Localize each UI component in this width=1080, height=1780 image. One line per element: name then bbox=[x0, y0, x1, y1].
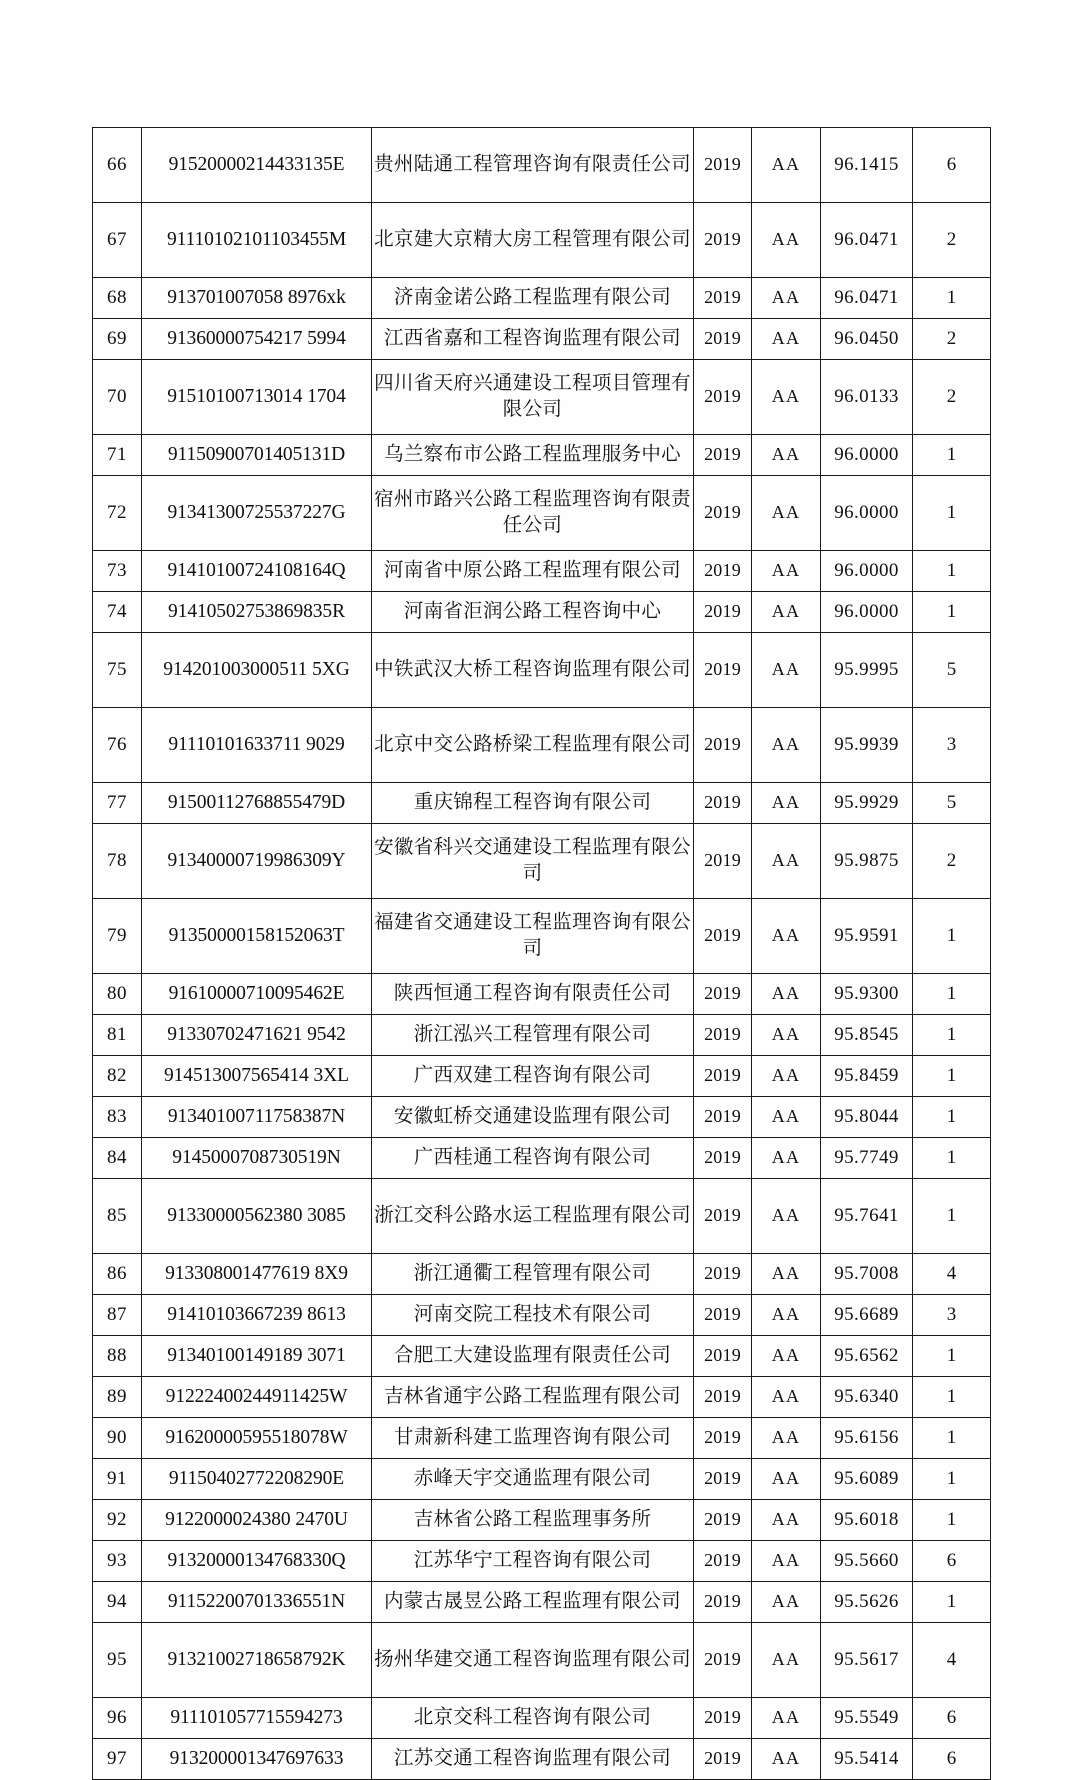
credit-score: 96.0133 bbox=[821, 360, 913, 435]
sequence-number: 87 bbox=[93, 1295, 142, 1336]
credit-grade: AA bbox=[752, 1179, 821, 1254]
credit-grade: AA bbox=[752, 633, 821, 708]
sequence-number: 76 bbox=[93, 708, 142, 783]
unified-social-credit-code: 914201003000511 5XG bbox=[142, 633, 372, 708]
table-row bbox=[93, 1541, 991, 1582]
evaluation-year: 2019 bbox=[694, 899, 752, 974]
sequence-number: 66 bbox=[93, 128, 142, 203]
table-row bbox=[93, 1254, 991, 1295]
table-row bbox=[93, 708, 991, 783]
unified-social-credit-code: 91520000214433135E bbox=[142, 128, 372, 203]
table-row bbox=[93, 633, 991, 708]
credit-score: 95.9939 bbox=[821, 708, 913, 783]
record-count: 1 bbox=[913, 1097, 991, 1138]
company-name: 吉林省通宇公路工程监理有限公司 bbox=[372, 1377, 694, 1418]
unified-social-credit-code: 91150402772208290E bbox=[142, 1459, 372, 1500]
unified-social-credit-code: 91321002718658792K bbox=[142, 1623, 372, 1698]
credit-score: 95.5549 bbox=[821, 1698, 913, 1739]
unified-social-credit-code: 91620000595518078W bbox=[142, 1418, 372, 1459]
company-name: 安徽省科兴交通建设工程监理有限公司 bbox=[372, 824, 694, 899]
credit-grade: AA bbox=[752, 1295, 821, 1336]
evaluation-year: 2019 bbox=[694, 1459, 752, 1500]
record-count: 5 bbox=[913, 783, 991, 824]
sequence-number: 93 bbox=[93, 1541, 142, 1582]
credit-score: 95.8545 bbox=[821, 1015, 913, 1056]
credit-grade: AA bbox=[752, 1623, 821, 1698]
unified-social-credit-code: 913308001477619 8X9 bbox=[142, 1254, 372, 1295]
unified-social-credit-code: 91340100711758387N bbox=[142, 1097, 372, 1138]
unified-social-credit-code: 91610000710095462E bbox=[142, 974, 372, 1015]
table-row bbox=[93, 1179, 991, 1254]
record-count: 1 bbox=[913, 1418, 991, 1459]
record-count: 4 bbox=[913, 1254, 991, 1295]
unified-social-credit-code: 91330000562380 3085 bbox=[142, 1179, 372, 1254]
company-name: 四川省天府兴通建设工程项目管理有限公司 bbox=[372, 360, 694, 435]
table-row bbox=[93, 476, 991, 551]
table-row bbox=[93, 974, 991, 1015]
credit-grade: AA bbox=[752, 1056, 821, 1097]
credit-score: 95.8044 bbox=[821, 1097, 913, 1138]
table-row bbox=[93, 1377, 991, 1418]
credit-score: 95.6562 bbox=[821, 1336, 913, 1377]
sequence-number: 82 bbox=[93, 1056, 142, 1097]
unified-social-credit-code: 91320000134768330Q bbox=[142, 1541, 372, 1582]
sequence-number: 68 bbox=[93, 278, 142, 319]
sequence-number: 96 bbox=[93, 1698, 142, 1739]
evaluation-year: 2019 bbox=[694, 633, 752, 708]
unified-social-credit-code: 91410502753869835R bbox=[142, 592, 372, 633]
table-row bbox=[93, 203, 991, 278]
unified-social-credit-code: 9122000024380 2470U bbox=[142, 1500, 372, 1541]
sequence-number: 81 bbox=[93, 1015, 142, 1056]
company-name: 贵州陆通工程管理咨询有限责任公司 bbox=[372, 128, 694, 203]
table-row bbox=[93, 899, 991, 974]
company-name: 济南金诺公路工程监理有限公司 bbox=[372, 278, 694, 319]
unified-social-credit-code: 91350000158152063T bbox=[142, 899, 372, 974]
evaluation-year: 2019 bbox=[694, 1336, 752, 1377]
table-row bbox=[93, 551, 991, 592]
table-row bbox=[93, 1336, 991, 1377]
record-count: 1 bbox=[913, 1582, 991, 1623]
company-name: 重庆锦程工程咨询有限公司 bbox=[372, 783, 694, 824]
credit-grade: AA bbox=[752, 1582, 821, 1623]
sequence-number: 80 bbox=[93, 974, 142, 1015]
credit-score: 95.9300 bbox=[821, 974, 913, 1015]
record-count: 1 bbox=[913, 1138, 991, 1179]
evaluation-year: 2019 bbox=[694, 592, 752, 633]
record-count: 1 bbox=[913, 476, 991, 551]
record-count: 2 bbox=[913, 824, 991, 899]
credit-score: 96.0000 bbox=[821, 435, 913, 476]
credit-grade: AA bbox=[752, 476, 821, 551]
record-count: 1 bbox=[913, 1015, 991, 1056]
company-name: 扬州华建交通工程咨询监理有限公司 bbox=[372, 1623, 694, 1698]
sequence-number: 72 bbox=[93, 476, 142, 551]
credit-score: 95.7749 bbox=[821, 1138, 913, 1179]
record-count: 5 bbox=[913, 633, 991, 708]
record-count: 3 bbox=[913, 1295, 991, 1336]
evaluation-year: 2019 bbox=[694, 1418, 752, 1459]
sequence-number: 71 bbox=[93, 435, 142, 476]
evaluation-year: 2019 bbox=[694, 1097, 752, 1138]
evaluation-year: 2019 bbox=[694, 278, 752, 319]
record-count: 2 bbox=[913, 319, 991, 360]
table-row bbox=[93, 1698, 991, 1739]
sequence-number: 78 bbox=[93, 824, 142, 899]
credit-grade: AA bbox=[752, 824, 821, 899]
company-name: 河南省中原公路工程监理有限公司 bbox=[372, 551, 694, 592]
record-count: 1 bbox=[913, 1500, 991, 1541]
unified-social-credit-code: 91110101633711 9029 bbox=[142, 708, 372, 783]
credit-score: 95.6156 bbox=[821, 1418, 913, 1459]
credit-grade: AA bbox=[752, 1698, 821, 1739]
credit-grade: AA bbox=[752, 1459, 821, 1500]
record-count: 1 bbox=[913, 899, 991, 974]
company-name: 江苏交通工程咨询监理有限公司 bbox=[372, 1739, 694, 1780]
unified-social-credit-code: 91330702471621 9542 bbox=[142, 1015, 372, 1056]
credit-grade: AA bbox=[752, 1015, 821, 1056]
company-name: 河南省洰润公路工程咨询中心 bbox=[372, 592, 694, 633]
unified-social-credit-code: 91341300725537227G bbox=[142, 476, 372, 551]
company-name: 安徽虹桥交通建设监理有限公司 bbox=[372, 1097, 694, 1138]
record-count: 6 bbox=[913, 1541, 991, 1582]
table-row bbox=[93, 128, 991, 203]
credit-score: 95.5660 bbox=[821, 1541, 913, 1582]
credit-score: 95.8459 bbox=[821, 1056, 913, 1097]
sequence-number: 69 bbox=[93, 319, 142, 360]
evaluation-year: 2019 bbox=[694, 783, 752, 824]
company-name: 合肥工大建设监理有限责任公司 bbox=[372, 1336, 694, 1377]
unified-social-credit-code: 914513007565414 3XL bbox=[142, 1056, 372, 1097]
evaluation-year: 2019 bbox=[694, 1623, 752, 1698]
table-body bbox=[93, 128, 991, 1780]
company-name: 浙江泓兴工程管理有限公司 bbox=[372, 1015, 694, 1056]
unified-social-credit-code: 91410100724108164Q bbox=[142, 551, 372, 592]
credit-score: 95.9591 bbox=[821, 899, 913, 974]
unified-social-credit-code: 91340000719986309Y bbox=[142, 824, 372, 899]
company-name: 赤峰天宇交通监理有限公司 bbox=[372, 1459, 694, 1500]
record-count: 3 bbox=[913, 708, 991, 783]
credit-grade: AA bbox=[752, 435, 821, 476]
table-row bbox=[93, 319, 991, 360]
credit-score: 96.0471 bbox=[821, 278, 913, 319]
credit-grade: AA bbox=[752, 783, 821, 824]
company-name: 北京交科工程咨询有限公司 bbox=[372, 1698, 694, 1739]
sequence-number: 83 bbox=[93, 1097, 142, 1138]
unified-social-credit-code: 91360000754217 5994 bbox=[142, 319, 372, 360]
record-count: 1 bbox=[913, 1336, 991, 1377]
unified-social-credit-code: 9145000708730519N bbox=[142, 1138, 372, 1179]
unified-social-credit-code: 91340100149189 3071 bbox=[142, 1336, 372, 1377]
credit-grade: AA bbox=[752, 1097, 821, 1138]
credit-score: 95.5617 bbox=[821, 1623, 913, 1698]
sequence-number: 67 bbox=[93, 203, 142, 278]
credit-score: 95.5626 bbox=[821, 1582, 913, 1623]
credit-grade: AA bbox=[752, 1336, 821, 1377]
credit-score: 95.9929 bbox=[821, 783, 913, 824]
table-row bbox=[93, 1295, 991, 1336]
sequence-number: 70 bbox=[93, 360, 142, 435]
sequence-number: 75 bbox=[93, 633, 142, 708]
unified-social-credit-code: 913200001347697633 bbox=[142, 1739, 372, 1780]
sequence-number: 90 bbox=[93, 1418, 142, 1459]
credit-score: 95.6689 bbox=[821, 1295, 913, 1336]
table-row bbox=[93, 1459, 991, 1500]
evaluation-year: 2019 bbox=[694, 974, 752, 1015]
sequence-number: 73 bbox=[93, 551, 142, 592]
sequence-number: 89 bbox=[93, 1377, 142, 1418]
unified-social-credit-code: 91222400244911425W bbox=[142, 1377, 372, 1418]
company-name: 甘肃新科建工监理咨询有限公司 bbox=[372, 1418, 694, 1459]
record-count: 1 bbox=[913, 551, 991, 592]
credit-rating-table-container bbox=[92, 127, 990, 1780]
evaluation-year: 2019 bbox=[694, 319, 752, 360]
record-count: 1 bbox=[913, 1459, 991, 1500]
company-name: 中铁武汉大桥工程咨询监理有限公司 bbox=[372, 633, 694, 708]
credit-grade: AA bbox=[752, 592, 821, 633]
table-row bbox=[93, 592, 991, 633]
table-row bbox=[93, 1500, 991, 1541]
credit-grade: AA bbox=[752, 1418, 821, 1459]
evaluation-year: 2019 bbox=[694, 1138, 752, 1179]
company-name: 浙江交科公路水运工程监理有限公司 bbox=[372, 1179, 694, 1254]
company-name: 福建省交通建设工程监理咨询有限公司 bbox=[372, 899, 694, 974]
table-row bbox=[93, 1097, 991, 1138]
sequence-number: 85 bbox=[93, 1179, 142, 1254]
record-count: 6 bbox=[913, 1698, 991, 1739]
evaluation-year: 2019 bbox=[694, 1739, 752, 1780]
credit-score: 96.1415 bbox=[821, 128, 913, 203]
record-count: 2 bbox=[913, 360, 991, 435]
company-name: 吉林省公路工程监理事务所 bbox=[372, 1500, 694, 1541]
evaluation-year: 2019 bbox=[694, 1295, 752, 1336]
credit-grade: AA bbox=[752, 360, 821, 435]
credit-grade: AA bbox=[752, 203, 821, 278]
evaluation-year: 2019 bbox=[694, 1500, 752, 1541]
sequence-number: 94 bbox=[93, 1582, 142, 1623]
credit-score: 95.6340 bbox=[821, 1377, 913, 1418]
table-row bbox=[93, 824, 991, 899]
evaluation-year: 2019 bbox=[694, 1056, 752, 1097]
credit-grade: AA bbox=[752, 899, 821, 974]
table-row bbox=[93, 1015, 991, 1056]
evaluation-year: 2019 bbox=[694, 1015, 752, 1056]
credit-rating-table bbox=[92, 127, 991, 1780]
sequence-number: 86 bbox=[93, 1254, 142, 1295]
unified-social-credit-code: 91510100713014 1704 bbox=[142, 360, 372, 435]
evaluation-year: 2019 bbox=[694, 360, 752, 435]
table-row bbox=[93, 1739, 991, 1780]
credit-grade: AA bbox=[752, 1541, 821, 1582]
company-name: 宿州市路兴公路工程监理咨询有限责任公司 bbox=[372, 476, 694, 551]
evaluation-year: 2019 bbox=[694, 1698, 752, 1739]
record-count: 1 bbox=[913, 435, 991, 476]
evaluation-year: 2019 bbox=[694, 435, 752, 476]
record-count: 1 bbox=[913, 278, 991, 319]
table-row bbox=[93, 435, 991, 476]
company-name: 乌兰察布市公路工程监理服务中心 bbox=[372, 435, 694, 476]
record-count: 4 bbox=[913, 1623, 991, 1698]
record-count: 1 bbox=[913, 1377, 991, 1418]
evaluation-year: 2019 bbox=[694, 824, 752, 899]
company-name: 北京建大京精大房工程管理有限公司 bbox=[372, 203, 694, 278]
credit-score: 96.0000 bbox=[821, 476, 913, 551]
unified-social-credit-code: 91500112768855479D bbox=[142, 783, 372, 824]
table-row bbox=[93, 1623, 991, 1698]
sequence-number: 97 bbox=[93, 1739, 142, 1780]
credit-score: 95.9995 bbox=[821, 633, 913, 708]
unified-social-credit-code: 911101057715594273 bbox=[142, 1698, 372, 1739]
credit-grade: AA bbox=[752, 319, 821, 360]
credit-score: 95.7008 bbox=[821, 1254, 913, 1295]
evaluation-year: 2019 bbox=[694, 708, 752, 783]
table-row bbox=[93, 1138, 991, 1179]
table-row bbox=[93, 783, 991, 824]
evaluation-year: 2019 bbox=[694, 1179, 752, 1254]
record-count: 2 bbox=[913, 203, 991, 278]
unified-social-credit-code: 913701007058 8976xk bbox=[142, 278, 372, 319]
evaluation-year: 2019 bbox=[694, 551, 752, 592]
sequence-number: 74 bbox=[93, 592, 142, 633]
credit-score: 96.0450 bbox=[821, 319, 913, 360]
company-name: 广西桂通工程咨询有限公司 bbox=[372, 1138, 694, 1179]
credit-score: 95.7641 bbox=[821, 1179, 913, 1254]
company-name: 河南交院工程技术有限公司 bbox=[372, 1295, 694, 1336]
record-count: 6 bbox=[913, 1739, 991, 1780]
evaluation-year: 2019 bbox=[694, 1377, 752, 1418]
table-row bbox=[93, 278, 991, 319]
record-count: 1 bbox=[913, 1056, 991, 1097]
sequence-number: 84 bbox=[93, 1138, 142, 1179]
company-name: 浙江通衢工程管理有限公司 bbox=[372, 1254, 694, 1295]
credit-score: 95.5414 bbox=[821, 1739, 913, 1780]
credit-grade: AA bbox=[752, 551, 821, 592]
credit-grade: AA bbox=[752, 1254, 821, 1295]
record-count: 1 bbox=[913, 592, 991, 633]
record-count: 1 bbox=[913, 974, 991, 1015]
evaluation-year: 2019 bbox=[694, 203, 752, 278]
credit-grade: AA bbox=[752, 1377, 821, 1418]
credit-grade: AA bbox=[752, 1500, 821, 1541]
table-row bbox=[93, 360, 991, 435]
evaluation-year: 2019 bbox=[694, 128, 752, 203]
company-name: 江西省嘉和工程咨询监理有限公司 bbox=[372, 319, 694, 360]
sequence-number: 91 bbox=[93, 1459, 142, 1500]
credit-grade: AA bbox=[752, 708, 821, 783]
credit-score: 95.6089 bbox=[821, 1459, 913, 1500]
unified-social-credit-code: 91410103667239 8613 bbox=[142, 1295, 372, 1336]
record-count: 1 bbox=[913, 1179, 991, 1254]
credit-score: 96.0471 bbox=[821, 203, 913, 278]
company-name: 内蒙古晟昱公路工程监理有限公司 bbox=[372, 1582, 694, 1623]
credit-grade: AA bbox=[752, 278, 821, 319]
table-row bbox=[93, 1056, 991, 1097]
unified-social-credit-code: 91152200701336551N bbox=[142, 1582, 372, 1623]
company-name: 北京中交公路桥梁工程监理有限公司 bbox=[372, 708, 694, 783]
credit-score: 95.9875 bbox=[821, 824, 913, 899]
credit-grade: AA bbox=[752, 128, 821, 203]
evaluation-year: 2019 bbox=[694, 476, 752, 551]
company-name: 江苏华宁工程咨询有限公司 bbox=[372, 1541, 694, 1582]
sequence-number: 79 bbox=[93, 899, 142, 974]
credit-grade: AA bbox=[752, 974, 821, 1015]
table-row bbox=[93, 1418, 991, 1459]
credit-score: 96.0000 bbox=[821, 592, 913, 633]
record-count: 6 bbox=[913, 128, 991, 203]
credit-score: 96.0000 bbox=[821, 551, 913, 592]
company-name: 陕西恒通工程咨询有限责任公司 bbox=[372, 974, 694, 1015]
sequence-number: 88 bbox=[93, 1336, 142, 1377]
unified-social-credit-code: 91150900701405131D bbox=[142, 435, 372, 476]
unified-social-credit-code: 91110102101103455M bbox=[142, 203, 372, 278]
sequence-number: 77 bbox=[93, 783, 142, 824]
evaluation-year: 2019 bbox=[694, 1582, 752, 1623]
evaluation-year: 2019 bbox=[694, 1254, 752, 1295]
credit-grade: AA bbox=[752, 1138, 821, 1179]
company-name: 广西双建工程咨询有限公司 bbox=[372, 1056, 694, 1097]
sequence-number: 95 bbox=[93, 1623, 142, 1698]
evaluation-year: 2019 bbox=[694, 1541, 752, 1582]
credit-score: 95.6018 bbox=[821, 1500, 913, 1541]
table-row bbox=[93, 1582, 991, 1623]
credit-grade: AA bbox=[752, 1739, 821, 1780]
sequence-number: 92 bbox=[93, 1500, 142, 1541]
